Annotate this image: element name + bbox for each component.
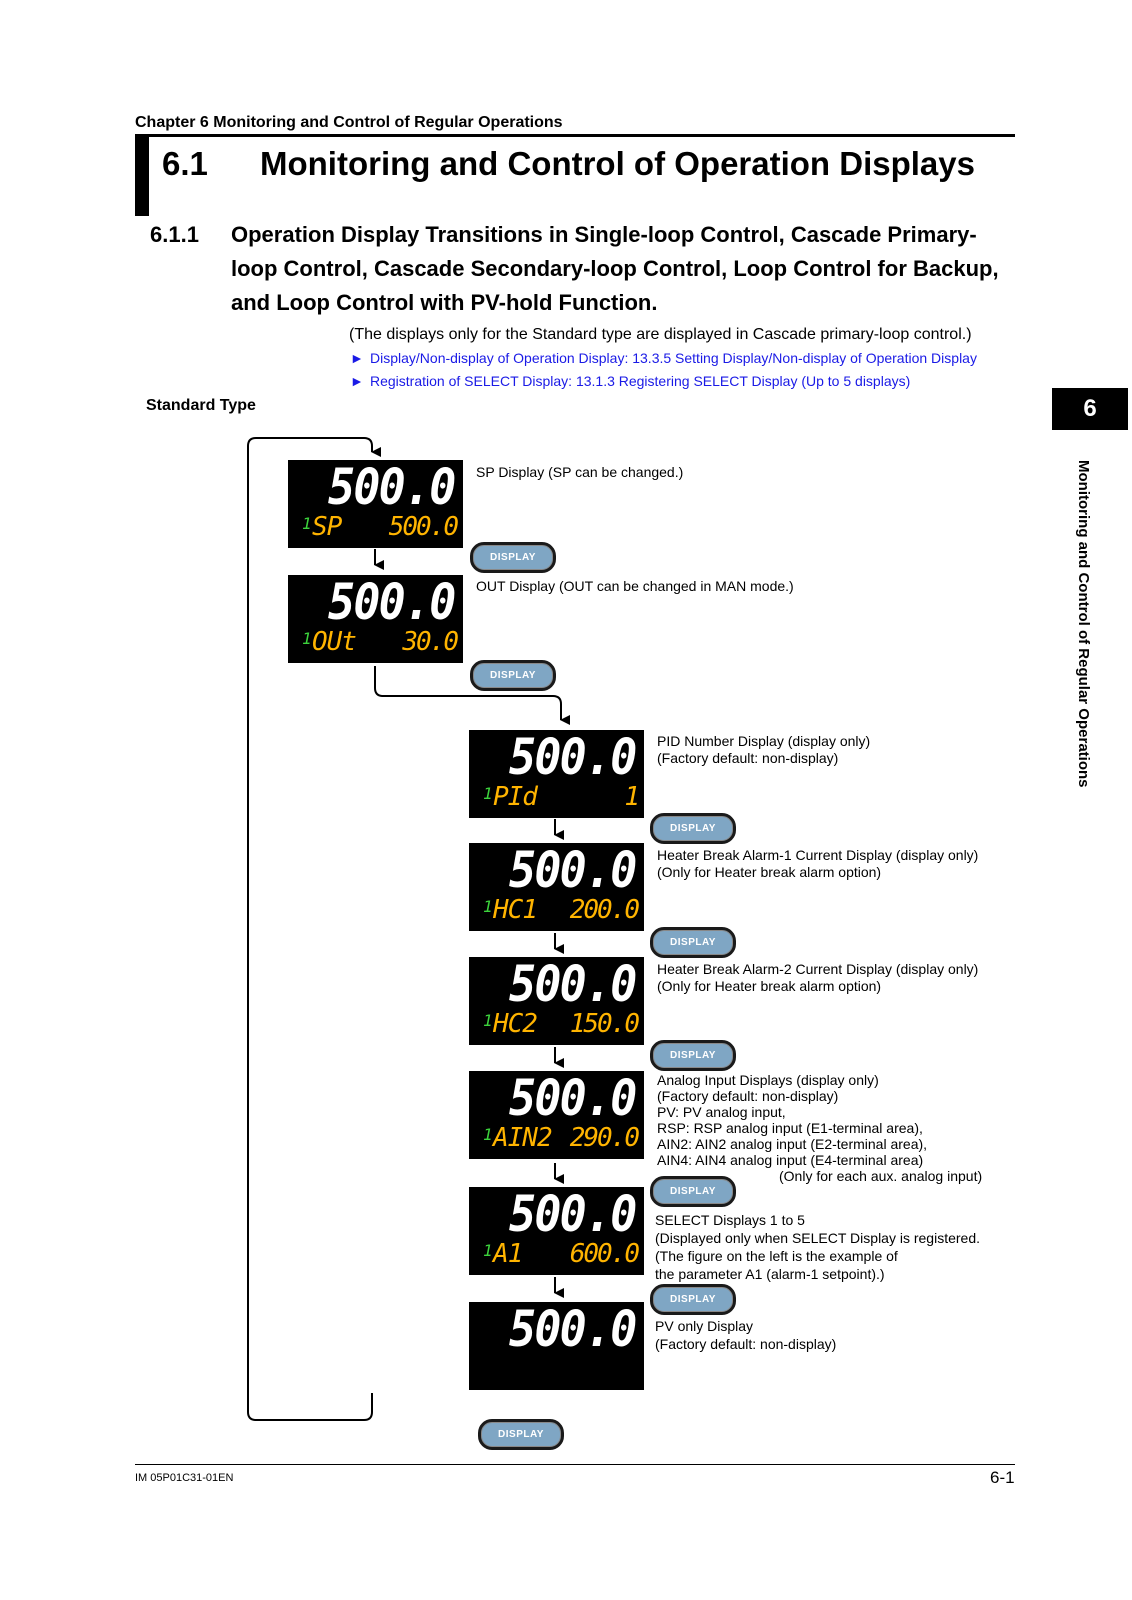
parameter-value: 290.0 bbox=[569, 1123, 638, 1153]
display-description bbox=[657, 961, 978, 995]
lcd-display bbox=[469, 1302, 644, 1390]
parameter-symbol: OUt bbox=[312, 627, 356, 657]
description-line: Heater Break Alarm-2 Current Display (display only) bbox=[657, 961, 979, 977]
note-text: (The displays only for the Standard type are displayed in Cascade primary-loop control.) bbox=[349, 326, 972, 343]
loop-index: 1 bbox=[302, 629, 312, 648]
reference-text: Display/Non-display of Operation Display: 13.3.5 Setting Display/Non-display of Operation Display bbox=[370, 350, 977, 366]
display-button[interactable]: DISPLAY bbox=[470, 542, 556, 573]
parameter-symbol: HC1 bbox=[493, 895, 537, 925]
parameter-symbol: PId bbox=[493, 782, 537, 812]
footer-rule bbox=[135, 1464, 1015, 1465]
description-line: (Factory default: non-display) bbox=[655, 1336, 837, 1352]
lcd-display bbox=[469, 957, 644, 1045]
loop-index: 1 bbox=[483, 784, 493, 803]
lcd-display bbox=[288, 575, 463, 663]
lcd-display bbox=[469, 1187, 644, 1275]
pv-value: 500.0 bbox=[509, 1185, 636, 1243]
description-line: AIN2: AIN2 analog input (E2-terminal area), bbox=[657, 1136, 928, 1152]
display-description bbox=[657, 847, 978, 881]
pv-value: 500.0 bbox=[328, 573, 455, 631]
subsection-title-line: Operation Display Transitions in Single-loop Control, Cascade Primary- bbox=[231, 222, 977, 247]
parameter-value: 1 bbox=[624, 782, 638, 812]
description-line: SP Display (SP can be changed.) bbox=[476, 464, 684, 480]
chapter-tab: 6 bbox=[1052, 388, 1128, 430]
display-description bbox=[657, 733, 870, 767]
description-line: RSP: RSP analog input (E1-terminal area), bbox=[657, 1120, 923, 1136]
description-line: SELECT Displays 1 to 5 bbox=[655, 1212, 805, 1228]
parameter-value: 150.0 bbox=[569, 1009, 638, 1039]
description-line: PV only Display bbox=[655, 1318, 754, 1334]
display-button[interactable]: DISPLAY bbox=[470, 660, 556, 691]
parameter-symbol: AIN2 bbox=[493, 1123, 552, 1153]
loop-index: 1 bbox=[483, 897, 493, 916]
parameter-value: 500.0 bbox=[388, 512, 457, 542]
display-description bbox=[655, 1317, 836, 1353]
display-button[interactable]: DISPLAY bbox=[650, 927, 736, 958]
pv-value: 500.0 bbox=[509, 1069, 636, 1127]
display-description bbox=[657, 1072, 982, 1184]
display-button[interactable]: DISPLAY bbox=[650, 1040, 736, 1071]
description-line: (Only for each aux. analog input) bbox=[779, 1168, 983, 1184]
lcd-display bbox=[469, 1071, 644, 1159]
subsection-title-line: loop Control, Cascade Secondary-loop Control, Loop Control for Backup, bbox=[231, 256, 999, 281]
chapter-header: Chapter 6 Monitoring and Control of Regular Operations bbox=[135, 114, 563, 131]
pv-value: 500.0 bbox=[509, 1300, 636, 1358]
description-line: Analog Input Displays (display only) bbox=[657, 1072, 879, 1088]
display-button[interactable]: DISPLAY bbox=[478, 1419, 564, 1450]
parameter-symbol: HC2 bbox=[493, 1009, 537, 1039]
display-button[interactable]: DISPLAY bbox=[650, 1176, 736, 1207]
subsection-title-line: and Loop Control with PV-hold Function. bbox=[231, 290, 658, 315]
description-line: (Only for Heater break alarm option) bbox=[657, 864, 882, 880]
loop-index: 1 bbox=[483, 1011, 493, 1030]
parameter-value: 600.0 bbox=[569, 1239, 638, 1269]
chapter-side-text: Monitoring and Control of Regular Operations bbox=[1075, 460, 1092, 788]
description-line: (Factory default: non-display) bbox=[657, 1088, 839, 1104]
standard-type-label: Standard Type bbox=[146, 397, 256, 414]
subsection-number: 6.1.1 bbox=[150, 222, 199, 247]
lcd-display bbox=[288, 460, 463, 548]
parameter-value: 200.0 bbox=[569, 895, 638, 925]
pv-value: 500.0 bbox=[328, 458, 455, 516]
pv-value: 500.0 bbox=[509, 955, 636, 1013]
description-line: PID Number Display (display only) bbox=[657, 733, 871, 749]
description-line: AIN4: AIN4 analog input (E4-terminal area) bbox=[657, 1152, 924, 1168]
display-description bbox=[476, 578, 794, 595]
lcd-display bbox=[469, 730, 644, 818]
loop-index: 1 bbox=[483, 1125, 493, 1144]
description-line: PV: PV analog input, bbox=[657, 1104, 786, 1120]
section-title: Monitoring and Control of Operation Displays bbox=[260, 145, 975, 182]
arrow-right-icon: ► bbox=[350, 350, 364, 366]
pv-value: 500.0 bbox=[509, 728, 636, 786]
parameter-symbol: SP bbox=[312, 512, 342, 542]
page-number: 6-1 bbox=[990, 1468, 1015, 1487]
description-line: OUT Display (OUT can be changed in MAN mode.) bbox=[476, 578, 794, 594]
display-button[interactable]: DISPLAY bbox=[650, 1284, 736, 1315]
display-button[interactable]: DISPLAY bbox=[650, 813, 736, 844]
display-description bbox=[655, 1211, 980, 1283]
description-line: (Factory default: non-display) bbox=[657, 750, 839, 766]
document-id: IM 05P01C31-01EN bbox=[135, 1472, 234, 1484]
reference-text: Registration of SELECT Display: 13.1.3 Registering SELECT Display (Up to 5 displays) bbox=[370, 373, 911, 389]
loop-index: 1 bbox=[302, 514, 312, 533]
description-line: (Only for Heater break alarm option) bbox=[657, 978, 882, 994]
description-line: (Displayed only when SELECT Display is registered. bbox=[655, 1230, 980, 1246]
display-description bbox=[476, 464, 683, 481]
lcd-display bbox=[469, 843, 644, 931]
parameter-value: 30.0 bbox=[402, 627, 457, 657]
description-line: the parameter A1 (alarm-1 setpoint).) bbox=[655, 1266, 885, 1282]
pv-value: 500.0 bbox=[509, 841, 636, 899]
section-number: 6.1 bbox=[162, 145, 208, 182]
description-line: Heater Break Alarm-1 Current Display (display only) bbox=[657, 847, 979, 863]
loop-index: 1 bbox=[483, 1241, 493, 1260]
description-line: (The figure on the left is the example of bbox=[655, 1248, 898, 1264]
arrow-right-icon: ► bbox=[350, 373, 364, 389]
parameter-symbol: A1 bbox=[493, 1239, 523, 1269]
